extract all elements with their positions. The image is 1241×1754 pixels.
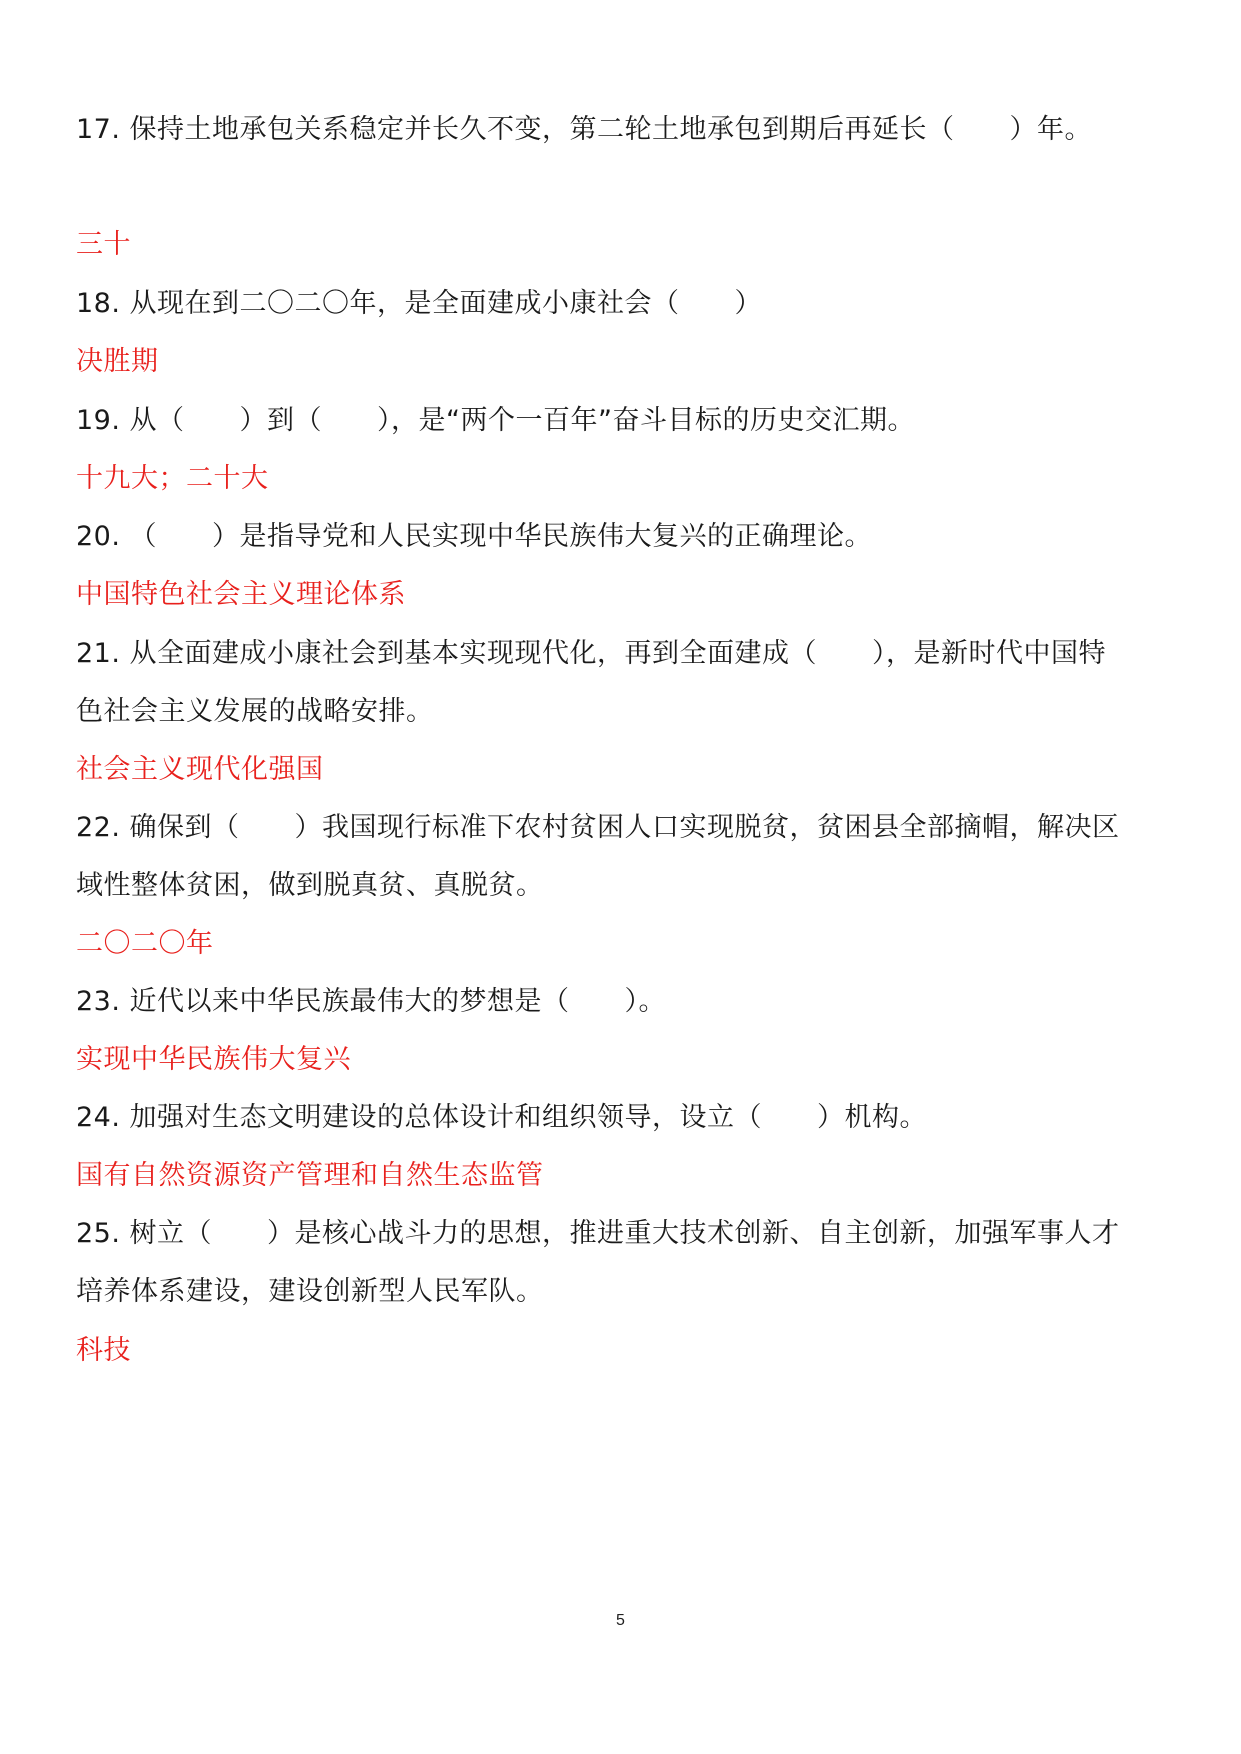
answer-17: 三十 xyxy=(76,229,131,260)
answer-25: 科技 xyxy=(76,1335,131,1366)
question-17: 17. 保持土地承包关系稳定并长久不变，第二轮土地承包到期后再延长（ ）年。 xyxy=(76,114,1093,145)
answer-19: 十九大；二十大 xyxy=(76,463,269,494)
answer-20: 中国特色社会主义理论体系 xyxy=(76,579,406,610)
answer-21: 社会主义现代化强国 xyxy=(76,754,324,785)
question-22-line-2: 域性整体贫困，做到脱真贫、真脱贫。 xyxy=(76,870,544,901)
answer-23: 实现中华民族伟大复兴 xyxy=(76,1044,351,1075)
question-21-line-2: 色社会主义发展的战略安排。 xyxy=(76,696,434,727)
question-19: 19. 从（ ）到（ ），是“两个一百年”奋斗目标的历史交汇期。 xyxy=(76,405,915,436)
question-18: 18. 从现在到二〇二〇年，是全面建成小康社会（ ） xyxy=(76,288,763,319)
answer-24: 国有自然资源资产管理和自然生态监管 xyxy=(76,1160,544,1191)
question-22-line-1: 22. 确保到（ ）我国现行标准下农村贫困人口实现脱贫，贫困县全部摘帽，解决区 xyxy=(76,812,1120,843)
question-25-line-2: 培养体系建设，建设创新型人民军队。 xyxy=(76,1276,544,1307)
answer-18: 决胜期 xyxy=(76,346,159,377)
question-21-line-1: 21. 从全面建成小康社会到基本实现现代化，再到全面建成（ ），是新时代中国特 xyxy=(76,638,1107,669)
page-number: 5 xyxy=(616,1612,625,1629)
question-25-line-1: 25. 树立（ ）是核心战斗力的思想，推进重大技术创新、自主创新，加强军事人才 xyxy=(76,1218,1120,1249)
answer-22: 二〇二〇年 xyxy=(76,928,214,959)
question-20: 20. （ ）是指导党和人民实现中华民族伟大复兴的正确理论。 xyxy=(76,521,873,552)
question-23: 23. 近代以来中华民族最伟大的梦想是（ ）。 xyxy=(76,986,667,1017)
question-24: 24. 加强对生态文明建设的总体设计和组织领导，设立（ ）机构。 xyxy=(76,1102,928,1133)
